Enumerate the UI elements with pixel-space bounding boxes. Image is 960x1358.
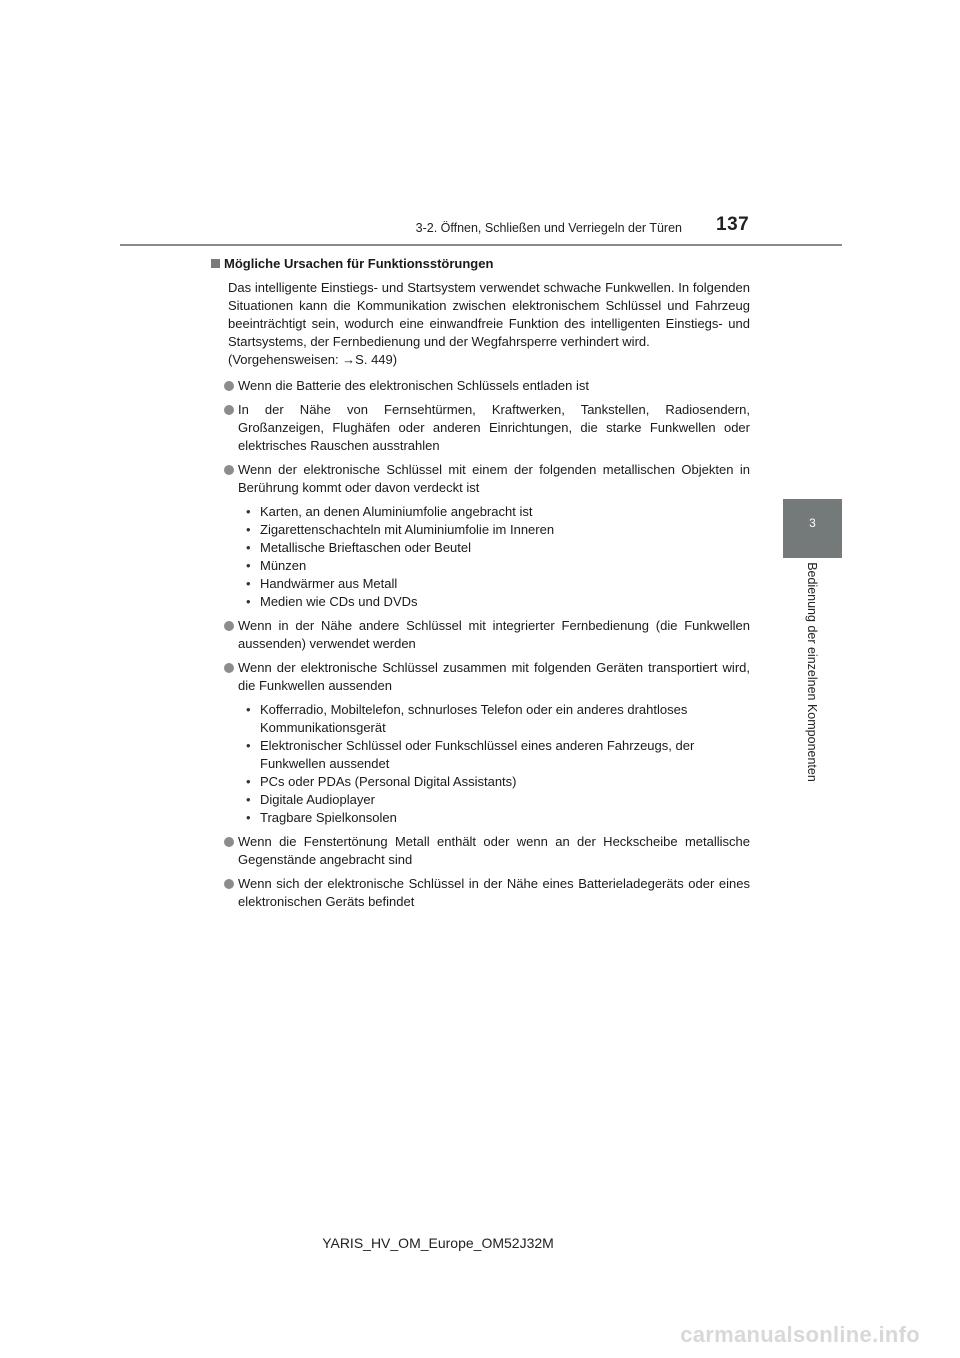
- sub-list-item: • Karten, an denen Aluminiumfolie angebracht ist: [238, 503, 750, 521]
- sub-list-item: • Zigarettenschachteln mit Aluminiumfolie im Inneren: [238, 521, 750, 539]
- sub-list-item: • Kofferradio, Mobiltelefon, schnurloses Telefon oder ein anderes drahtloses Kommunikationsgerät: [238, 701, 750, 737]
- list-item-text: Wenn sich der elektronische Schlüssel in der Nähe eines Batterieladegeräts oder eines elektronischen Geräts befindet: [238, 876, 750, 909]
- sub-list-item: • Münzen: [238, 557, 750, 575]
- section-heading: [210, 255, 750, 273]
- sub-list-item: • PCs oder PDAs (Personal Digital Assistants): [238, 773, 750, 791]
- chapter-number: 3: [809, 516, 816, 530]
- sub-list-item: • Digitale Audioplayer: [238, 791, 750, 809]
- list-item-text: Wenn die Batterie des elektronischen Schlüssels entladen ist: [238, 378, 589, 393]
- circle-bullet-icon: [224, 465, 234, 475]
- watermark-logo: carmanualsonline.info: [680, 1322, 920, 1347]
- section-heading-text: Mögliche Ursachen für Funktionsstörungen: [224, 256, 494, 271]
- list-item-text: Wenn der elektronische Schlüssel mit einem der folgenden metallischen Objekten in Berührung kommt oder davon verdeckt ist: [238, 462, 750, 495]
- list-item-text: Wenn in der Nähe andere Schlüssel mit integrierter Fernbedienung (die Funkwellen aussenden) verwendet werden: [238, 618, 750, 651]
- chapter-tab: [783, 499, 842, 558]
- list-item: [210, 461, 750, 611]
- section-title: 3-2. Öffnen, Schließen und Verriegeln der Türen: [415, 221, 682, 235]
- list-item: [210, 875, 750, 911]
- circle-bullet-icon: [224, 663, 234, 673]
- cause-list: [210, 377, 750, 911]
- list-item: [210, 401, 750, 455]
- circle-bullet-icon: [224, 405, 234, 415]
- list-item: [210, 377, 750, 395]
- sub-list-item: • Elektronischer Schlüssel oder Funkschlüssel eines anderen Fahrzeugs, der Funkwellen aussendet: [238, 737, 750, 773]
- circle-bullet-icon: [224, 381, 234, 391]
- list-item: [210, 659, 750, 827]
- sub-list: [238, 503, 750, 611]
- page-number: 137: [716, 214, 750, 235]
- sub-list-item: • Tragbare Spielkonsolen: [238, 809, 750, 827]
- sub-list-item: • Metallische Brieftaschen oder Beutel: [238, 539, 750, 557]
- intro-text: Das intelligente Einstiegs- und Startsystem verwendet schwache Funkwellen. In folgenden Situationen kann die Kommunikation zwischen elektronischem Schlüssel und Fahrzeug beeinträchtigt sein, wodurch eine einwandfreie Funktion des intelligenten Einstiegs- und Startsystems, der Fernbedienung und der Wegfahrsperre verhindert wird.: [228, 280, 750, 349]
- list-item: [210, 617, 750, 653]
- square-bullet-icon: [211, 259, 220, 268]
- procedure-reference: (Vorgehensweisen: →S. 449): [228, 352, 398, 367]
- header-rule: [120, 244, 842, 246]
- sub-list-item: • Handwärmer aus Metall: [238, 575, 750, 593]
- circle-bullet-icon: [224, 879, 234, 889]
- circle-bullet-icon: [224, 837, 234, 847]
- list-item-text: Wenn der elektronische Schlüssel zusammen mit folgenden Geräten transportiert wird, die Funkwellen aussenden: [238, 660, 750, 693]
- sub-list: [238, 701, 750, 827]
- sub-list-item: • Medien wie CDs und DVDs: [238, 593, 750, 611]
- page-content: [210, 255, 750, 917]
- circle-bullet-icon: [224, 621, 234, 631]
- intro-block: [228, 279, 750, 369]
- list-item-text: In der Nähe von Fernsehtürmen, Kraftwerken, Tankstellen, Radiosendern, Großanzeigen, Flughäfen oder anderen Einrichtungen, die starke Funkwellen oder elektrisches Rauschen ausstrahlen: [238, 402, 750, 453]
- chapter-label: Bedienung der einzelnen Komponenten: [805, 562, 819, 782]
- document-id: YARIS_HV_OM_Europe_OM52J32M: [322, 1235, 554, 1251]
- list-item-text: Wenn die Fenstertönung Metall enthält oder wenn an der Heckscheibe metallische Gegenstände angebracht sind: [238, 834, 750, 867]
- list-item: [210, 833, 750, 869]
